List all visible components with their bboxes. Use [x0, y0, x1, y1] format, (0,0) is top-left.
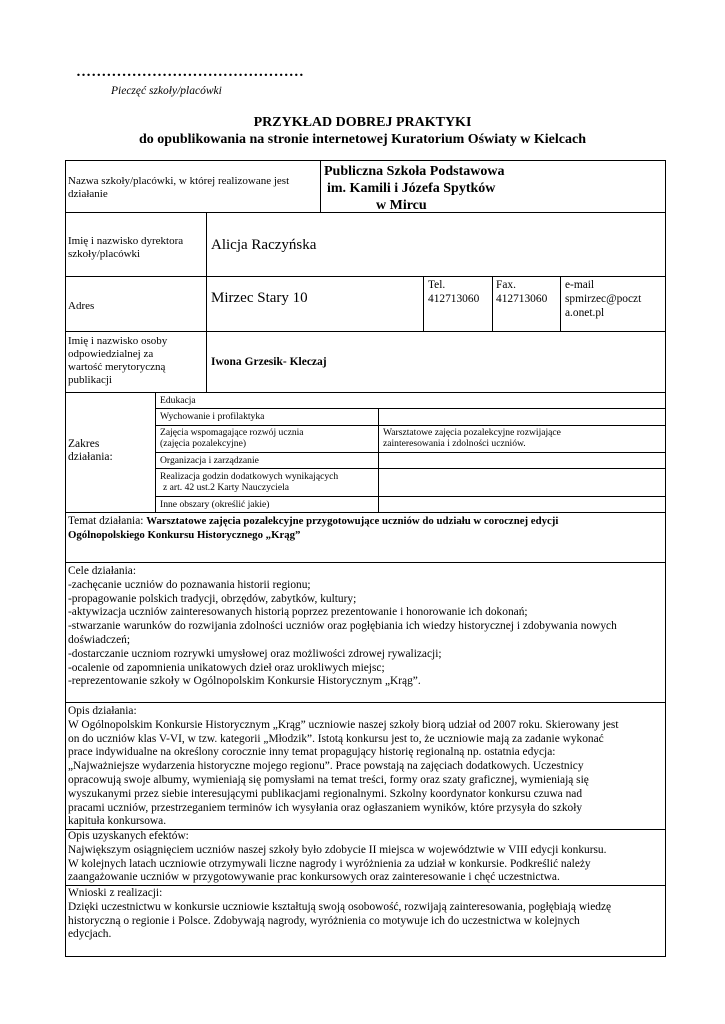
description-line: prace indywidualne na określony corocznie inny temat propagujący historię regionalną np. ostatnia edycja: — [68, 746, 556, 759]
school-name-label: Nazwa szkoły/placówki, w której realizowane jest działanie — [68, 175, 290, 200]
description-line: opracowują swoje albumy, wymieniają się pomysłami na temat treści, formy oraz szaty graficznej, wymieniają się — [68, 773, 589, 786]
responsible-person-label: Imię i nazwisko osoby odpowiedzialnej za wartość merytoryczną publikacji — [68, 335, 168, 386]
scope-row-other: Inne obszary (określić jakie) — [160, 499, 270, 510]
description-line: kapituła konkursowa. — [68, 815, 167, 828]
conclusions-section — [68, 887, 611, 942]
effects-line: Największym osiągnięciem uczniów naszej szkoły było zdobycie II miejsca w województwie w VIII edycji konkursu. — [68, 843, 607, 856]
effects-line: W kolejnych latach uczniowie otrzymywali liczne nagrody i wyróżnienia za udział w konkursie. Podkreślić należy — [68, 857, 591, 870]
scope-row-additional-hours: Realizacja godzin dodatkowych wynikających z art. 42 ust.2 Karty Nauczyciela — [160, 471, 339, 493]
description-label: Opis działania: — [68, 705, 137, 717]
description-section — [68, 705, 619, 829]
email-field: e-mail spmirzec@poczt a.onet.pl — [565, 279, 642, 319]
goal-item: -zachęcanie uczniów do poznawania historii regionu; — [68, 578, 311, 591]
goal-item: -ocalenie od zapomnienia unikatowych dzieł oraz urokliwych miejsc; — [68, 661, 385, 674]
director-label: Imię i nazwisko dyrektora szkoły/placówki — [68, 235, 184, 260]
conclusions-line: edycjach. — [68, 928, 112, 941]
conclusions-line: historyczną o regionie i Polsce. Zdobywają nagrody, wyróżnienia co motywuje ich do uczestnictwa w kolejnych — [68, 914, 580, 927]
description-line: on do uczniów klas V-VI, w tzw. kategorii „Młodzik”. Istotą konkursu jest to, że uczniowie mają za zadanie wykonać — [68, 732, 604, 745]
director-value: Alicja Raczyńska — [211, 237, 317, 253]
topic-section — [68, 515, 558, 543]
school-name-value: Publiczna Szkoła Podstawowa im. Kamili i Józefa Spytków w Mircu — [324, 164, 505, 213]
effects-label: Opis uzyskanych efektów: — [68, 830, 189, 842]
scope-label: Zakres działania: — [68, 438, 113, 463]
goal-item: -propagowanie polskich tradycji, obrzędów, zabytków, kultury; — [68, 592, 357, 605]
description-line: pracami uczniów, przestrzeganiem terminów ich wysyłania oraz ogłaszaniem wyników, które przysyła do szkoły — [68, 801, 583, 814]
document-title: PRZYKŁAD DOBREJ PRAKTYKI — [253, 115, 472, 130]
description-line: wyszukanymi przez siebie interesującymi publikacjami regionalnymi. Szkolny koordynator konkursu czuwa nad — [68, 787, 583, 800]
description-line: W Ogólnopolskim Konkursie Historycznym „Krąg” uczniowie naszej szkoły biorą udział od 2007 roku. Skierowany jest — [68, 718, 619, 731]
goal-item: -reprezentowanie szkoły w Ogólnopolskim Konkursie Historycznym „Krąg”. — [68, 675, 421, 688]
scope-support-description: Warsztatowe zajęcia pozalekcyjne rozwijające zainteresowania i zdolności uczniów. — [383, 427, 561, 449]
responsible-person-value: Iwona Grzesik- Kleczaj — [211, 356, 327, 368]
address-value: Mirzec Stary 10 — [211, 290, 308, 306]
topic-label: Temat działania: — [68, 515, 144, 527]
scope-row-support: Zajęcia wspomagające rozwój ucznia (zajęcia pozalekcyjne) — [160, 427, 304, 449]
fax-field: Fax. 412713060 — [496, 279, 548, 305]
goal-item: -stwarzanie warunków do rozwijania zdolności uczniów oraz pogłębiania ich wiedzy historycznej i zdobywania nowych — [68, 620, 617, 633]
document-subtitle: do opublikowania na stronie internetowej Kuratorium Oświaty w Kielcach — [139, 132, 586, 147]
goals-label: Cele działania: — [68, 565, 136, 577]
stamp-label: Pieczęć szkoły/placówki — [111, 85, 222, 97]
conclusions-label: Wnioski z realizacji: — [68, 887, 163, 899]
effects-section — [68, 830, 606, 885]
scope-row-management: Organizacja i zarządzanie — [160, 455, 259, 466]
address-label: Adres — [68, 300, 95, 312]
description-line: „Najważniejsze wydarzenia historyczne mojego regionu”. Prace powstają na zajęciach dodatkowych. Uczestnicy — [68, 760, 584, 773]
scope-row-education: Edukacja — [160, 395, 196, 406]
goal-item: doświadczeń; — [68, 633, 130, 646]
topic-value-line1: Warsztatowe zajęcia pozalekcyjne przygotowujące uczniów do udziału w corocznej edycji — [146, 515, 559, 527]
goals-section — [68, 565, 617, 689]
stamp-dotted-line: ……………………………………… — [76, 64, 304, 80]
goal-item: -aktywizacja uczniów zainteresowanych historią poprzez prezentowanie i honorowanie ich dokonań; — [68, 606, 528, 619]
effects-line: zaangażowanie uczniów w przygotowywanie prac konkursowych oraz zainteresowanie i chęć uczestnictwa. — [68, 871, 560, 884]
scope-row-upbringing: Wychowanie i profilaktyka — [160, 411, 265, 422]
goal-item: -dostarczanie uczniom rozrywki umysłowej oraz możliwości zdrowej rywalizacji; — [68, 647, 442, 660]
topic-value-line2: Ogólnopolskiego Konkursu Historycznego „Krąg” — [68, 528, 301, 541]
phone-field: Tel. 412713060 — [428, 279, 480, 305]
conclusions-line: Dzięki uczestnictwu w konkursie uczniowie kształtują swoją osobowość, rozwijają zainteresowania, pogłębiają wiedzę — [68, 900, 612, 913]
